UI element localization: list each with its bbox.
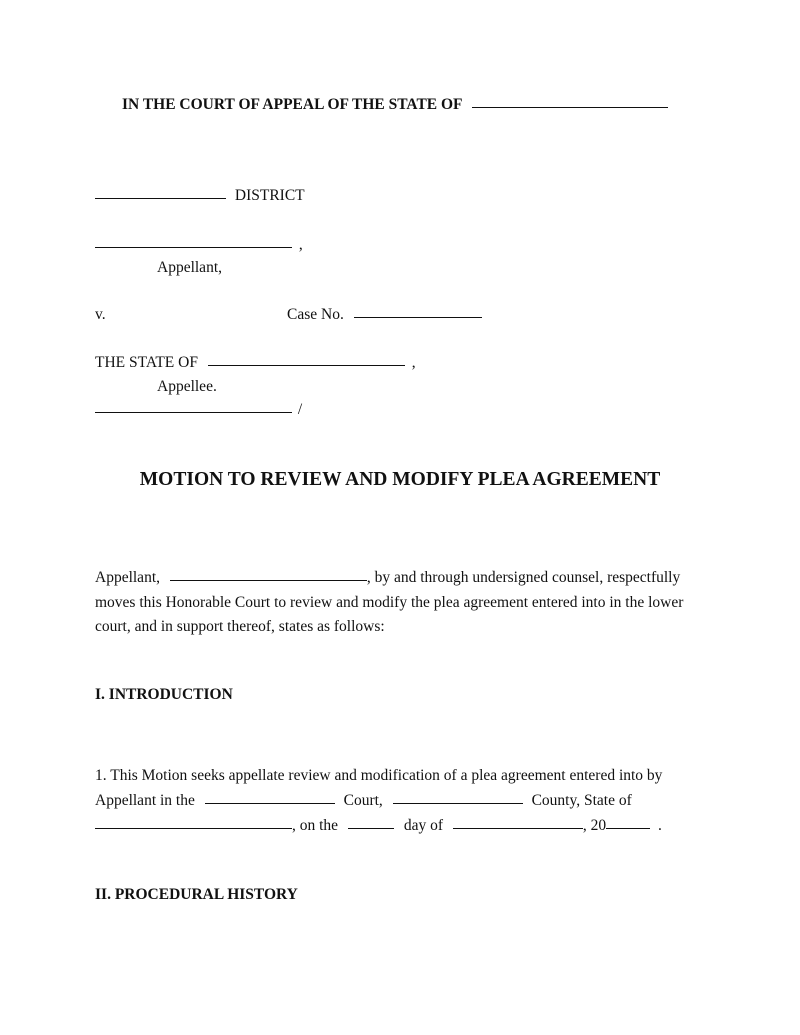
caption-close-blank <box>95 411 292 413</box>
state-inline-blank[interactable] <box>95 827 292 829</box>
state-name-blank[interactable] <box>472 106 668 108</box>
caption-close-line <box>95 402 302 418</box>
on-the-text: , on the <box>292 817 339 834</box>
appellant-name-blank[interactable] <box>95 246 292 248</box>
opening-line-2: moves this Honorable Court to review and modify the plea agreement entered into in the lower <box>95 594 684 611</box>
lower-court-blank[interactable] <box>205 802 335 804</box>
court-heading <box>122 97 668 113</box>
county-state-text: County, State of <box>531 792 632 809</box>
year-prefix-text: , 20 <box>582 817 607 834</box>
district-label: DISTRICT <box>234 187 305 204</box>
appellant-name-inline-blank[interactable] <box>170 579 367 581</box>
appellant-label: Appellant, <box>157 259 222 276</box>
state-of-line <box>95 355 416 371</box>
appellant-in-the-text: Appellant in the <box>95 792 195 809</box>
paragraph-1-line-1: 1. This Motion seeks appellate review and modification of a plea agreement entered into by <box>95 767 663 784</box>
opening-line-1 <box>95 570 680 586</box>
period-text: . <box>657 817 662 834</box>
county-blank[interactable] <box>393 802 523 804</box>
appellee-state-blank[interactable] <box>208 364 405 366</box>
month-blank[interactable] <box>453 827 583 829</box>
case-no-line <box>287 307 482 323</box>
appellant-name-line <box>95 237 303 253</box>
opening-suffix: , by and through undersigned counsel, respectfully <box>366 569 681 586</box>
district-number-blank[interactable] <box>95 197 226 199</box>
court-heading-text: IN THE COURT OF APPEAL OF THE STATE OF <box>122 96 462 113</box>
case-no-label: Case No. <box>287 306 344 323</box>
district-line <box>95 188 305 204</box>
state-of-label: THE STATE OF <box>95 354 198 371</box>
versus-label: v. <box>95 306 106 323</box>
section-heading-introduction: I. INTRODUCTION <box>95 686 233 703</box>
opening-prefix: Appellant, <box>95 569 160 586</box>
day-blank[interactable] <box>348 827 394 829</box>
day-of-text: day of <box>403 817 443 834</box>
paragraph-1-line-2 <box>95 793 632 809</box>
paragraph-1-line-3 <box>95 818 662 834</box>
opening-line-3: court, and in support thereof, states as follows: <box>95 618 385 635</box>
court-text: Court, <box>343 792 383 809</box>
case-no-blank[interactable] <box>354 316 482 318</box>
state-comma: , <box>411 354 416 371</box>
year-blank[interactable] <box>606 827 650 829</box>
document-title: MOTION TO REVIEW AND MODIFY PLEA AGREEMENT <box>139 469 661 490</box>
appellee-label: Appellee. <box>157 378 217 395</box>
caption-slash: / <box>297 401 303 418</box>
appellant-comma: , <box>298 236 303 253</box>
section-heading-procedural-history: II. PROCEDURAL HISTORY <box>95 886 298 903</box>
